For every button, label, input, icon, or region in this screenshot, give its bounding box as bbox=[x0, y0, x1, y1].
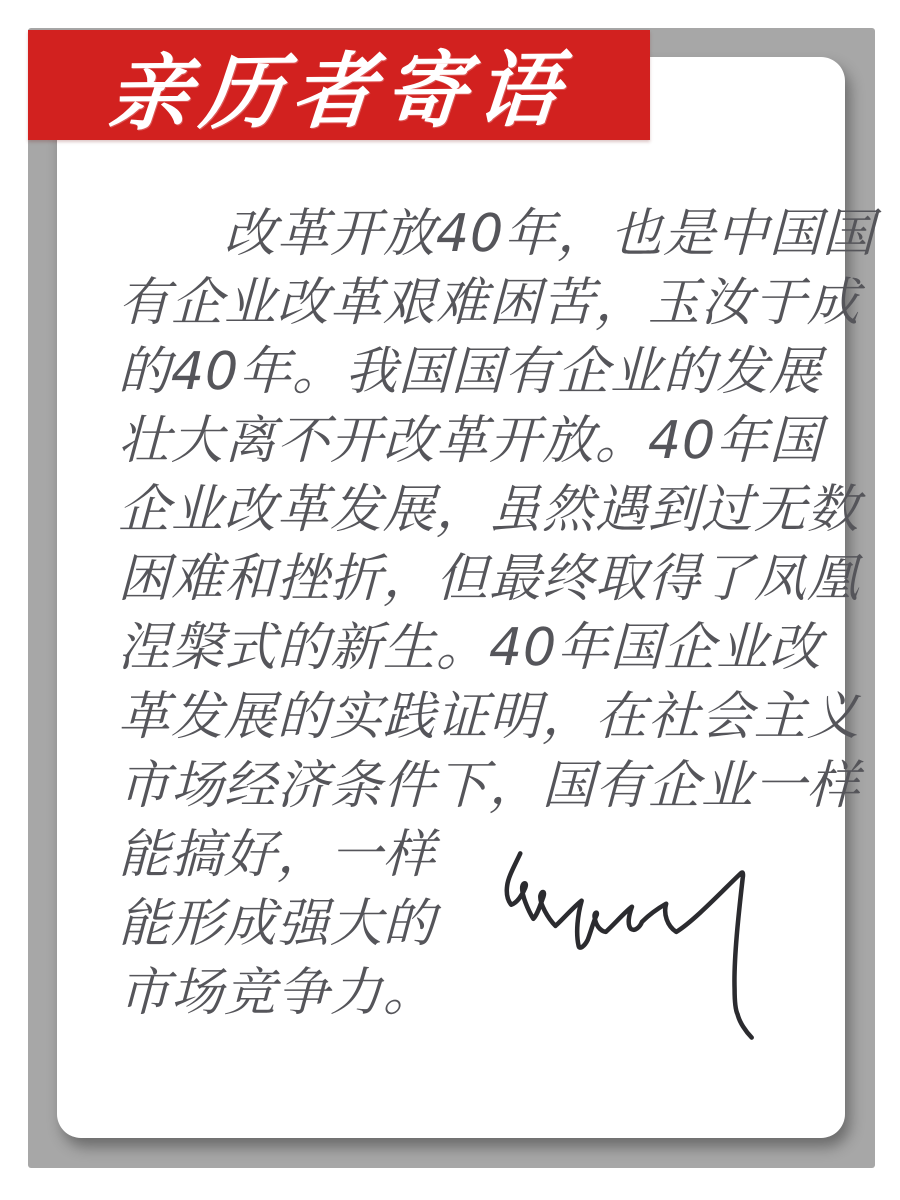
message-line: 涅槃式的新生。40年国企业改 bbox=[117, 618, 823, 678]
message-line: 市场竞争力。 bbox=[117, 963, 437, 1023]
message-line: 企业改革发展，虽然遇到过无数 bbox=[117, 480, 861, 540]
message-line: 市场经济条件下，国有企业一样 bbox=[117, 756, 861, 816]
message-line: 有企业改革艰难困苦，玉汝于成 bbox=[117, 273, 861, 333]
message-line: 能形成强大的 bbox=[117, 894, 437, 954]
message-line: 壮大离不开改革开放。40年国 bbox=[117, 411, 823, 471]
banner-title: 亲历者寄语 bbox=[104, 42, 573, 142]
banner bbox=[28, 30, 650, 140]
message-line: 困难和挫折，但最终取得了凤凰 bbox=[117, 549, 861, 609]
message-line: 革发展的实践证明，在社会主义 bbox=[117, 687, 861, 747]
message-line: 改革开放40年，也是中国国 bbox=[223, 204, 876, 264]
signature-icon bbox=[478, 828, 800, 1070]
message-line: 能搞好，一样 bbox=[117, 825, 437, 885]
message-line: 的40年。我国国有企业的发展 bbox=[117, 342, 823, 402]
